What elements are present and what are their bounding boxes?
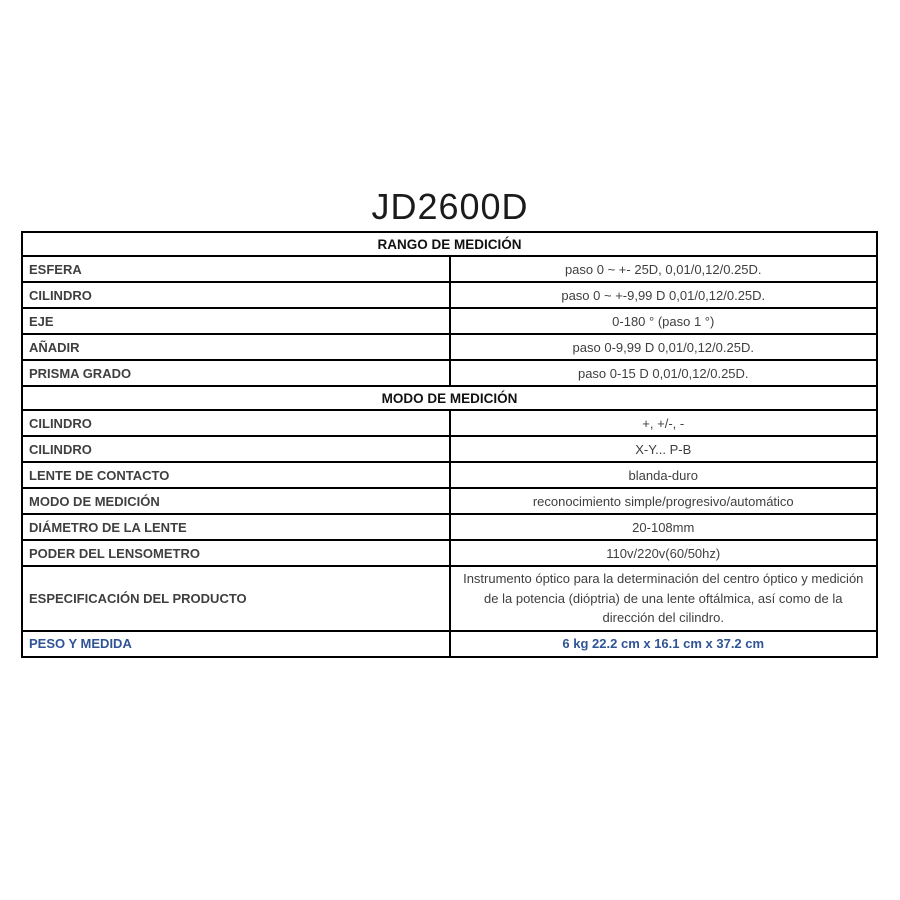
spec-value-esfera: paso 0 ~ +- 25D, 0,01/0,12/0.25D. [450, 256, 878, 282]
table-row [22, 540, 877, 566]
spec-label-diametro-lente: DIÁMETRO DE LA LENTE [22, 514, 450, 540]
section-header-modo-de-medicion: MODO DE MEDICIÓN [22, 386, 877, 410]
spec-label-poder-lensometro: PODER DEL LENSOMETRO [22, 540, 450, 566]
spec-value-modo-de-medicion: reconocimiento simple/progresivo/automático [450, 488, 878, 514]
spec-label-cilindro-modo-1: CILINDRO [22, 410, 450, 436]
table-row [22, 282, 877, 308]
table-row [22, 410, 877, 436]
spec-value-lente-de-contacto: blanda-duro [450, 462, 878, 488]
spec-value-peso-y-medida: 6 kg 22.2 cm x 16.1 cm x 37.2 cm [450, 631, 878, 657]
table-row [22, 462, 877, 488]
spec-label-especificacion-producto: ESPECIFICACIÓN DEL PRODUCTO [22, 566, 450, 631]
table-row [22, 360, 877, 386]
table-row [22, 334, 877, 360]
table-row [22, 256, 877, 282]
spec-value-poder-lensometro: 110v/220v(60/50hz) [450, 540, 878, 566]
spec-label-cilindro-modo-2: CILINDRO [22, 436, 450, 462]
page-title: JD2600D [371, 186, 529, 227]
table-row-peso-y-medida [22, 631, 877, 657]
table-row [22, 566, 877, 631]
section-header-row [22, 232, 877, 256]
section-header-row [22, 386, 877, 410]
spec-value-cilindro-rango: paso 0 ~ +-9,99 D 0,01/0,12/0.25D. [450, 282, 878, 308]
table-row [22, 436, 877, 462]
spec-label-esfera: ESFERA [22, 256, 450, 282]
spec-label-prisma-grado: PRISMA GRADO [22, 360, 450, 386]
spec-label-eje: EJE [22, 308, 450, 334]
spec-value-cilindro-modo-2: X-Y... P-B [450, 436, 878, 462]
spec-value-cilindro-modo-1: +, +/-, - [450, 410, 878, 436]
table-row [22, 488, 877, 514]
spec-value-especificacion-producto: Instrumento óptico para la determinación del centro óptico y medición de la potencia (dióptria) de una lente oftálmica, así como de la dirección del cilindro. [450, 566, 878, 631]
section-header-rango-de-medicion: RANGO DE MEDICIÓN [22, 232, 877, 256]
table-row [22, 308, 877, 334]
spec-value-anadir: paso 0-9,99 D 0,01/0,12/0.25D. [450, 334, 878, 360]
spec-value-eje: 0-180 ° (paso 1 °) [450, 308, 878, 334]
spec-label-cilindro-rango: CILINDRO [22, 282, 450, 308]
spec-label-lente-de-contacto: LENTE DE CONTACTO [22, 462, 450, 488]
table-row [22, 514, 877, 540]
spec-label-modo-de-medicion: MODO DE MEDICIÓN [22, 488, 450, 514]
spec-value-diametro-lente: 20-108mm [450, 514, 878, 540]
spec-value-prisma-grado: paso 0-15 D 0,01/0,12/0.25D. [450, 360, 878, 386]
specification-table [21, 231, 878, 658]
spec-label-peso-y-medida: PESO Y MEDIDA [22, 631, 450, 657]
spec-label-anadir: AÑADIR [22, 334, 450, 360]
